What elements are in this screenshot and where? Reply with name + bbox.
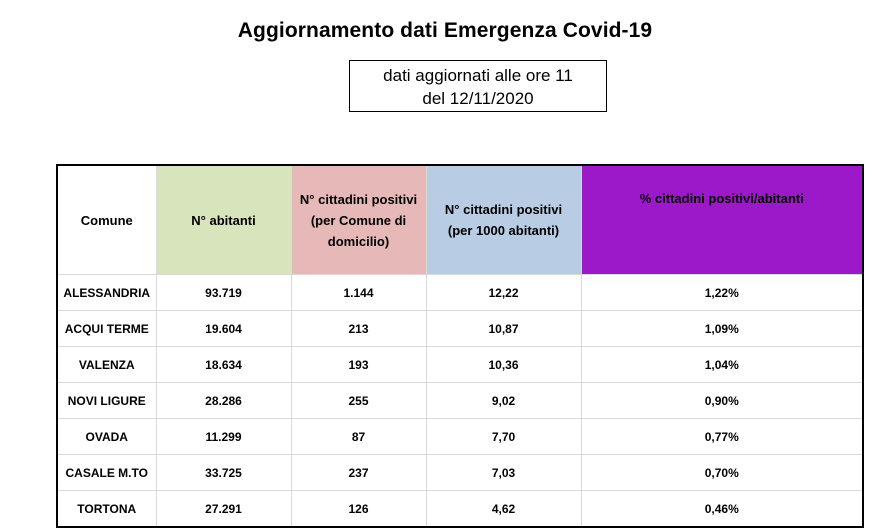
table-row	[57, 311, 863, 347]
positivi-cell: 237	[291, 455, 426, 491]
percent-cell: 0,46%	[581, 491, 863, 528]
comune-cell: TORTONA	[57, 491, 156, 528]
per1000-cell: 9,02	[426, 383, 581, 419]
header-abitanti: N° abitanti	[156, 165, 291, 275]
positivi-cell: 213	[291, 311, 426, 347]
percent-cell: 1,04%	[581, 347, 863, 383]
positivi-cell: 1.144	[291, 275, 426, 311]
per1000-cell: 10,87	[426, 311, 581, 347]
comune-cell: VALENZA	[57, 347, 156, 383]
header-comune: Comune	[57, 165, 156, 275]
comune-cell: CASALE M.TO	[57, 455, 156, 491]
table-row	[57, 275, 863, 311]
percent-cell: 1,09%	[581, 311, 863, 347]
comune-cell: ACQUI TERME	[57, 311, 156, 347]
table-header-row	[57, 165, 863, 275]
covid-data-table	[56, 164, 864, 528]
percent-cell: 1,22%	[581, 275, 863, 311]
abitanti-cell: 93.719	[156, 275, 291, 311]
table-row	[57, 491, 863, 528]
abitanti-cell: 19.604	[156, 311, 291, 347]
header-positivi-per-1000: N° cittadini positivi (per 1000 abitanti)	[426, 165, 581, 275]
per1000-cell: 7,70	[426, 419, 581, 455]
per1000-cell: 12,22	[426, 275, 581, 311]
header-percent-positivi: % cittadini positivi/abitanti	[581, 165, 863, 275]
positivi-cell: 126	[291, 491, 426, 528]
per1000-cell: 10,36	[426, 347, 581, 383]
positivi-cell: 255	[291, 383, 426, 419]
percent-cell: 0,77%	[581, 419, 863, 455]
positivi-cell: 193	[291, 347, 426, 383]
per1000-cell: 4,62	[426, 491, 581, 528]
header-cittadini-positivi: N° cittadini positivi (per Comune di domicilio)	[291, 165, 426, 275]
abitanti-cell: 33.725	[156, 455, 291, 491]
table-row	[57, 455, 863, 491]
table-row	[57, 383, 863, 419]
percent-cell: 0,70%	[581, 455, 863, 491]
update-note-time: dati aggiornati alle ore 11	[383, 66, 573, 85]
comune-cell: NOVI LIGURE	[57, 383, 156, 419]
page-title: Aggiornamento dati Emergenza Covid-19	[237, 19, 653, 42]
per1000-cell: 7,03	[426, 455, 581, 491]
comune-cell: ALESSANDRIA	[57, 275, 156, 311]
update-note-box	[349, 60, 607, 112]
table-row	[57, 347, 863, 383]
abitanti-cell: 11.299	[156, 419, 291, 455]
update-note-date: del 12/11/2020	[422, 89, 534, 108]
abitanti-cell: 28.286	[156, 383, 291, 419]
table-body	[57, 275, 863, 528]
table-row	[57, 419, 863, 455]
percent-cell: 0,90%	[581, 383, 863, 419]
positivi-cell: 87	[291, 419, 426, 455]
comune-cell: OVADA	[57, 419, 156, 455]
abitanti-cell: 27.291	[156, 491, 291, 528]
abitanti-cell: 18.634	[156, 347, 291, 383]
